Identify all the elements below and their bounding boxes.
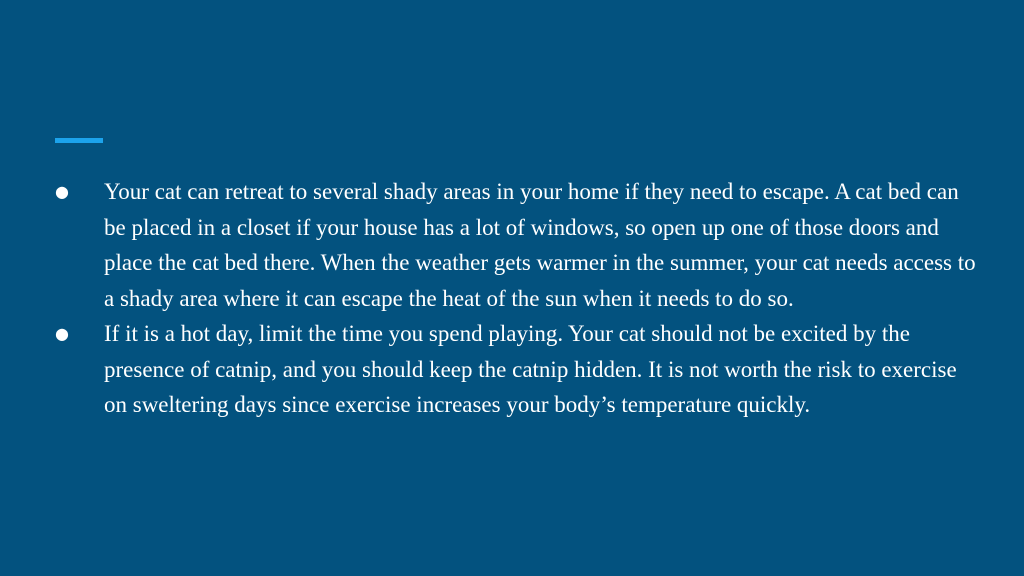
- bullet-text: If it is a hot day, limit the time you spend playing. Your cat should not be excited by the presence of catnip, and you should keep the catnip hidden. It is not worth the risk to exercise on sweltering days since exercise increases your body’s temperature quickly.: [104, 321, 957, 417]
- bullet-text: Your cat can retreat to several shady areas in your home if they need to escape. A cat bed can be placed in a closet if your house has a lot of windows, so open up one of those doors and place the cat bed there. When the weather gets warmer in the summer, your cat needs access to a shady area where it can escape the heat of the sun when it needs to do so.: [104, 179, 976, 311]
- bullet-list: [55, 174, 980, 423]
- bullet-item: [55, 174, 980, 316]
- accent-bar: [55, 138, 103, 143]
- bullet-item: [55, 316, 980, 423]
- bullet-icon: ●: [55, 324, 69, 343]
- bullet-icon: ●: [55, 182, 69, 201]
